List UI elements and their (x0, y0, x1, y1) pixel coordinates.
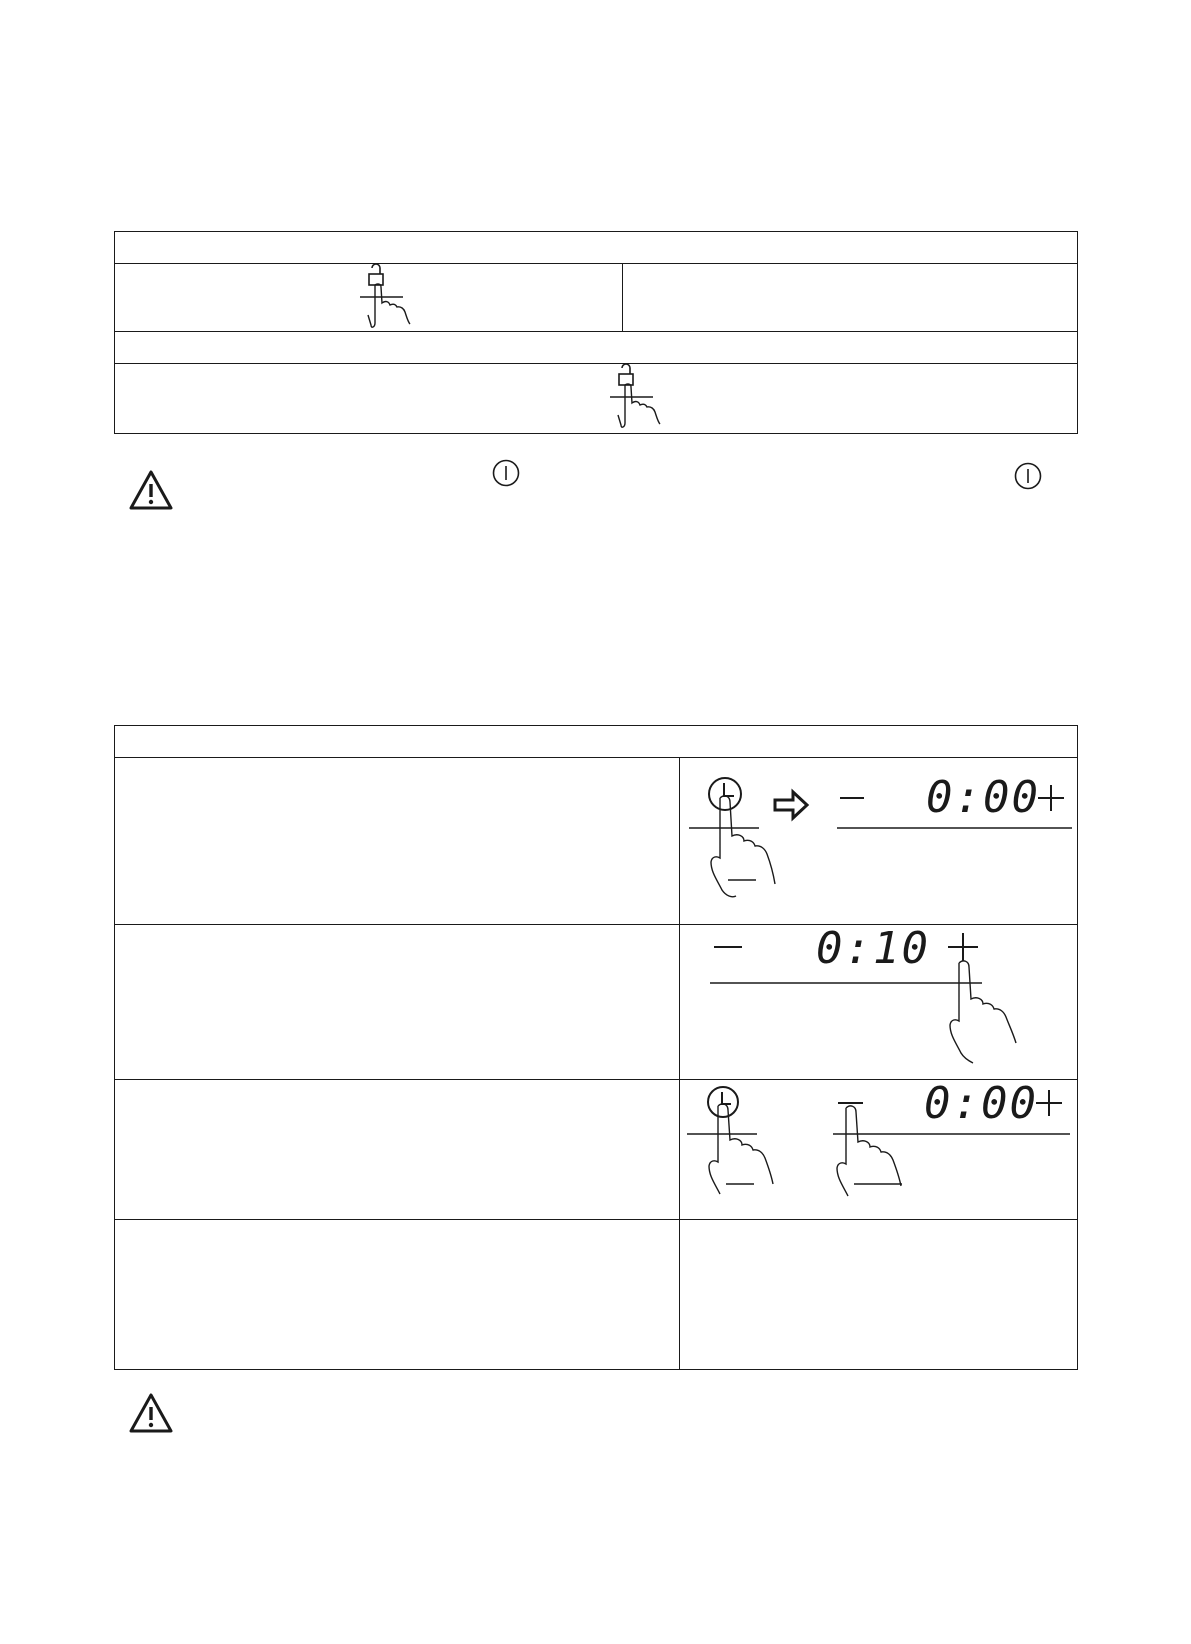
unlock-press-icon (605, 363, 675, 434)
power-icon (491, 458, 521, 488)
clock-icon (709, 778, 741, 810)
finger-press-icon (950, 961, 1016, 1063)
lock-table-row-divider (114, 363, 1078, 364)
lock-press-icon (355, 263, 425, 331)
power-icon (1013, 461, 1043, 491)
warning-triangle-icon (128, 469, 174, 511)
lock-table-row-divider (114, 263, 1078, 264)
finger-press-icon (837, 1106, 902, 1196)
timer-step2-illustration (680, 925, 1076, 1078)
timer-display: 0:00 (926, 772, 1040, 823)
warning-triangle-icon (128, 1392, 174, 1434)
timer-step1-illustration (680, 758, 1076, 923)
timer-display: 0:00 (924, 1078, 1038, 1129)
clock-icon (708, 1087, 738, 1117)
lock-table-row-divider (114, 331, 1078, 332)
arrow-right-icon (775, 792, 807, 818)
lock-table (114, 231, 1078, 434)
lock-table-col-divider (622, 263, 623, 331)
timer-display: 0:10 (816, 923, 930, 974)
finger-press-icon (711, 796, 775, 897)
finger-press-icon (709, 1104, 773, 1194)
timer-step3-illustration (680, 1080, 1076, 1218)
timer-table-row-divider (114, 1219, 1078, 1220)
